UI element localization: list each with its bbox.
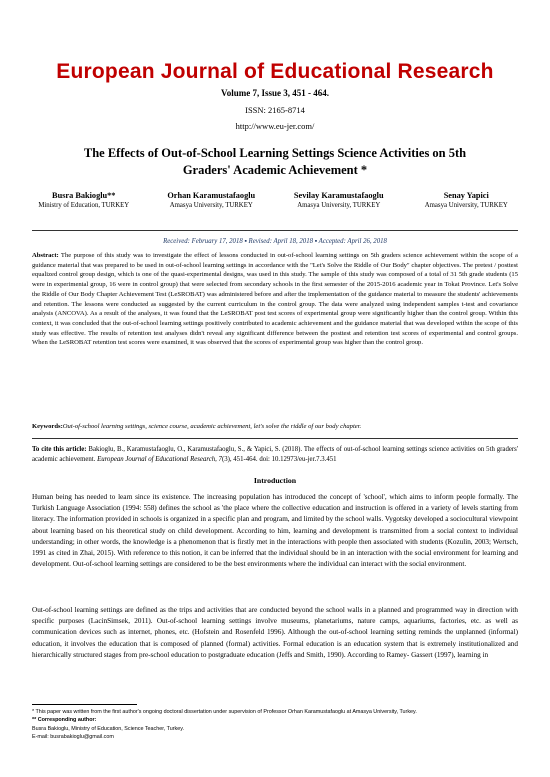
author-affiliation: Ministry of Education, TURKEY (38, 202, 130, 209)
author-1 (20, 190, 148, 211)
footnote-2-line-1: Busra Bakioglu, Ministry of Education, Science Teacher, Turkey. (32, 725, 185, 732)
author-name: Busra Bakioglu** (52, 191, 116, 200)
author-affiliation: Amasya University, TURKEY (297, 202, 381, 209)
keywords-text: Out-of-school learning settings, science course, academic achievement, let's solve the riddle of our body chapter. (62, 423, 362, 430)
citation-journal: European Journal of Educational Research, 7 (97, 456, 222, 463)
author-name: Senay Yapici (443, 191, 489, 200)
divider (32, 438, 518, 439)
abstract (32, 251, 518, 348)
footnote-divider (32, 704, 137, 705)
author-4 (403, 190, 531, 211)
keywords-label: Keywords: (32, 423, 63, 430)
citation-doi: (3), 451-464. doi: 10.12973/eu-jer.7.3.451 (221, 456, 337, 463)
abstract-label: Abstract: (32, 252, 59, 259)
footnote-2-label: ** Corresponding author: (32, 717, 97, 724)
citation-label: To cite this article: (32, 446, 87, 453)
author-affiliation: Amasya University, TURKEY (169, 202, 253, 209)
volume-issue-pages: Volume 7, Issue 3, 451 - 464. (221, 88, 329, 98)
body-paragraph: Human being has needed to learn since its existence. The increasing population has introduced the concept of 'school', which aims to inform people formally. The Turkish Language Association (1994: 558) defines the school as 'the place where the collective education and instruction is offered in a variety of levels starting from literacy. The information provided in schools is organized in a specific plan and program, and limited by the school walls. Vygotsky developed a sociocultural viewpoint about learning based on his theoretical study on child development. According to him, learning and development is transmitted from a social context to individual understanding; in other words, the knowledge is a phenomenon that is firstly met in the interactions with people then associated with students (Kozulin, 2003; Wertsch, 1991 as cited in Zhai, 2015). With reference to this notion, it can be inferred that the individual should be in an interaction with the social environment for learning and development. Out-of-school learning settings are considered to be the best environments where the individual can interact with the social environment. (32, 493, 518, 569)
citation-text: Bakioglu, B., Karamustafaoglu, O., Karamustafaoglu, S., & Yapici, S. (2018). The effects of out-of-school learning settings science activities on 5th graders' academic achievement. (32, 446, 518, 463)
author-name: Sevilay Karamustafaoglu (293, 191, 384, 200)
abstract-text: The purpose of this study was to investigate the effect of lessons conducted in out-of-school learning settings on 5th graders science achievement within the scope of a guidance material that was prepared to be used in out-of-school learning settings in accordance with the "Let's Solve the Riddle of Our Body" chapter objectives. The pretest / posttest equalized control group design, which is one of the quasi-experimental designs, was used in this study. The sample of this study was composed of a total of 31 5th grade students (15 were in experimental group, 16 were in control group) that were selected from secondary schools in the first semester of the 2015-2016 academic year in Tokat Province. Let's Solve the Riddle of Our Body Chapter Achievement Test (LeSROBAT) was administered before and after the implementation of the guidance material to measure the students' achievements and retention. The lessons were conducted as suggested by the current curriculum in the control group. The data were analyzed using independent samples t-test and covariance analysis (ANCOVA). As a result of the analyses, it was found that the LeSROBAT post test scores of experimental group were significantly higher than the control group. Within this context, it was concluded that the out-of-school learning settings positively contributed to academic achievement and the guidance material that was developed within the scope of this study was effective. The results of retention test analyses didn't reveal any significant difference between the posttest and retention test scores of experimental and control groups. When the LeSROBAT retention test scores were examined, it was observed that the scores of experimental group was higher than the control group. (32, 252, 518, 347)
issn: ISSN: 2165-8714 (245, 105, 305, 115)
footnote-1: * This paper was written from the first author's ongoing doctoral dissertation under supervision of Professor Orhan Karamustafaoglu at Amasya University, Turkey. (32, 709, 417, 715)
article-dates: Received: February 17, 2018 ▪ Revised: April 18, 2018 ▪ Accepted: April 26, 2018 (163, 238, 387, 245)
footnotes (32, 708, 518, 741)
author-list (20, 190, 530, 211)
keywords (32, 422, 518, 431)
journal-title: European Journal of Educational Research (56, 60, 494, 83)
author-2 (148, 190, 276, 211)
footnote-2-email[interactable]: E-mail: busrabakioglu@gmail.com (32, 733, 114, 740)
journal-url[interactable]: http://www.eu-jer.com/ (235, 121, 315, 131)
author-name: Orhan Karamustafaoglu (167, 191, 256, 200)
body-paragraph: Out-of-school learning settings are defined as the trips and activities that are conducted beyond the school walls in a planned and programmed way in direction with specific purposes (LacinSimsek, 2011). Out-of-school learning settings involve museums, planetariums, nature camps, aquariums, factories, etc. as well as communication devices such as internet, phones, etc. (Hofstein and Rosenfeld 1996). Although the out-of-school learning setting reminds the unplanned (informal) education, it involves the education that is composed of planned (formal) activities. Formal education is an education system that is extremely institutionalized and hierarchically structured stages from pre-school education to postgraduate education (Jeffs and Smith, 1990). According to Ramey- Gassert (1997), learning in (32, 606, 518, 659)
author-3 (275, 190, 403, 211)
divider (32, 230, 518, 231)
section-heading-introduction: Introduction (253, 476, 297, 485)
paper-title: The Effects of Out-of-School Learning Settings Science Activities on 5th Graders' Academic Achievement * (83, 146, 467, 177)
citation (32, 445, 518, 465)
author-affiliation: Amasya University, TURKEY (424, 202, 508, 209)
